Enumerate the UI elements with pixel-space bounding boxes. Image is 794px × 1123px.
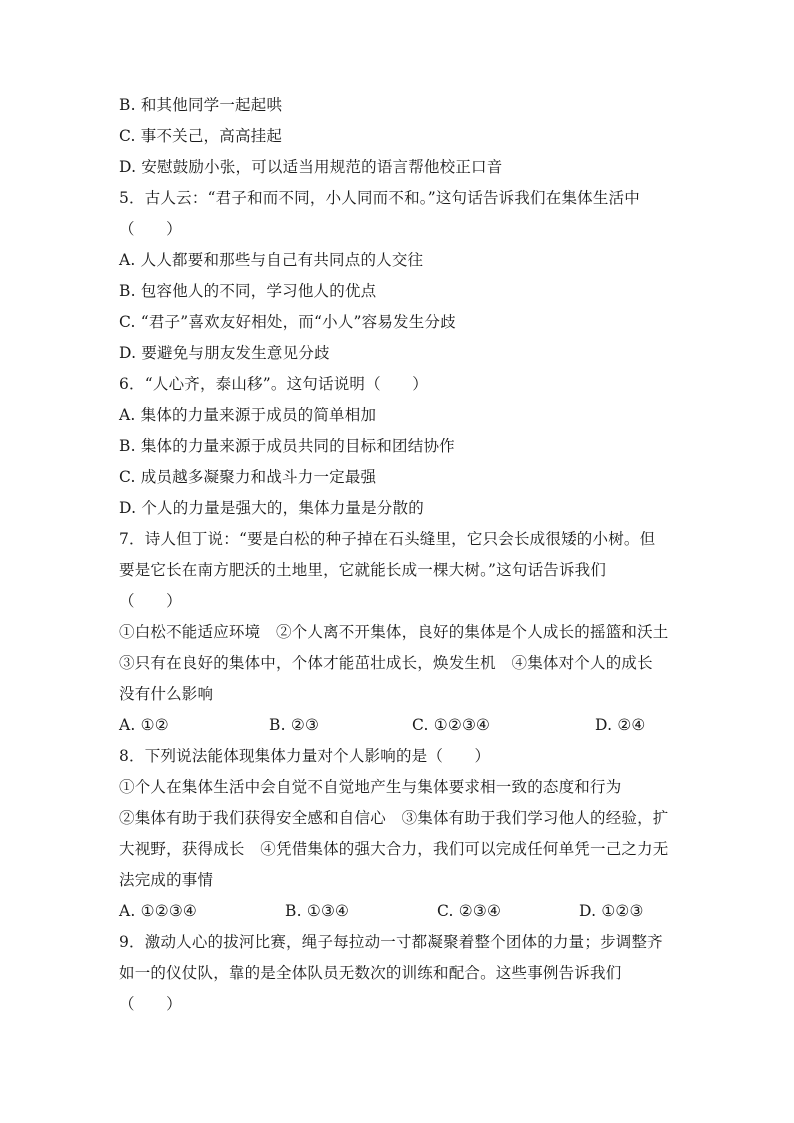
q7-statements-line1: ①白松不能适应环境 ②个人离不开集体，良好的集体是个人成长的摇篮和沃土 bbox=[119, 623, 669, 641]
q7-stem-line1: 7．诗人但丁说：“要是白松的种子掉在石头缝里，它只会长成很矮的小树。但 bbox=[119, 530, 656, 548]
q8-option-d: D. ①②③ bbox=[579, 902, 644, 920]
q9-stem-line3: （ ） bbox=[119, 995, 182, 1013]
q6-option-a: A. 集体的力量来源于成员的简单相加 bbox=[119, 406, 377, 424]
q4-option-b: B. 和其他同学一起起哄 bbox=[119, 96, 283, 114]
q5-option-c: C. “君子”喜欢友好相处，而“小人”容易发生分歧 bbox=[119, 313, 456, 331]
q5-option-b: B. 包容他人的不同，学习他人的优点 bbox=[119, 282, 377, 300]
q8-option-a: A. ①②③④ bbox=[119, 902, 198, 920]
q5-option-a: A. 人人都要和那些与自己有共同点的人交往 bbox=[119, 251, 424, 269]
q7-option-c: C. ①②③④ bbox=[412, 716, 491, 734]
q7-option-b: B. ②③ bbox=[269, 716, 320, 734]
q6-option-d: D. 个人的力量是强大的，集体力量是分散的 bbox=[119, 499, 424, 517]
q5-stem-line2: （ ） bbox=[119, 220, 182, 238]
q7-options bbox=[119, 710, 679, 741]
q7-stem-line3: （ ） bbox=[119, 592, 182, 610]
q9-stem-line1: 9．激动人心的拔河比赛，绳子每拉动一寸都凝聚着整个团体的力量；步调整齐 bbox=[119, 933, 663, 951]
q7-option-a: A. ①② bbox=[119, 716, 169, 734]
q7-statements-line2: ③只有在良好的集体中，个体才能茁壮成长，焕发生机 ④集体对个人的成长 bbox=[119, 654, 653, 672]
q6-stem: 6．“人心齐，泰山移”。这句话说明（ ） bbox=[119, 375, 428, 393]
q8-option-c: C. ②③④ bbox=[437, 902, 502, 920]
q6-option-c: C. 成员越多凝聚力和战斗力一定最强 bbox=[119, 468, 377, 486]
q8-statements-line2: ②集体有助于我们获得安全感和自信心 ③集体有助于我们学习他人的经验，扩 bbox=[119, 809, 669, 827]
q4-option-c: C. 事不关己，高高挂起 bbox=[119, 127, 283, 145]
q6-option-b: B. 集体的力量来源于成员共同的目标和团结协作 bbox=[119, 437, 455, 455]
q7-stem-line2: 要是它长在南方肥沃的土地里，它就能长成一棵大树。”这句话告诉我们 bbox=[119, 561, 607, 579]
q8-stem: 8．下列说法能体现集体力量对个人影响的是（ ） bbox=[119, 747, 491, 765]
q4-option-d: D. 安慰鼓励小张，可以适当用规范的语言帮他校正口音 bbox=[119, 158, 503, 176]
q8-options bbox=[119, 896, 679, 927]
q8-statements-line4: 法完成的事情 bbox=[119, 871, 214, 889]
q7-statements-line3: 没有什么影响 bbox=[119, 685, 214, 703]
q8-statements-line3: 大视野，获得成长 ④凭借集体的强大合力，我们可以完成任何单凭一己之力无 bbox=[119, 840, 669, 858]
q7-option-d: D. ②④ bbox=[595, 716, 646, 734]
q8-statements-line1: ①个人在集体生活中会自觉不自觉地产生与集体要求相一致的态度和行为 bbox=[119, 778, 622, 796]
q9-stem-line2: 如一的仪仗队，靠的是全体队员无数次的训练和配合。这些事例告诉我们 bbox=[119, 964, 622, 982]
q5-option-d: D. 要避免与朋友发生意见分歧 bbox=[119, 344, 330, 362]
q5-stem-line1: 5．古人云：“君子和而不同，小人同而不和。”这句话告诉我们在集体生活中 bbox=[119, 189, 640, 207]
q8-option-b: B. ①③④ bbox=[285, 902, 350, 920]
exam-page bbox=[119, 90, 679, 1020]
